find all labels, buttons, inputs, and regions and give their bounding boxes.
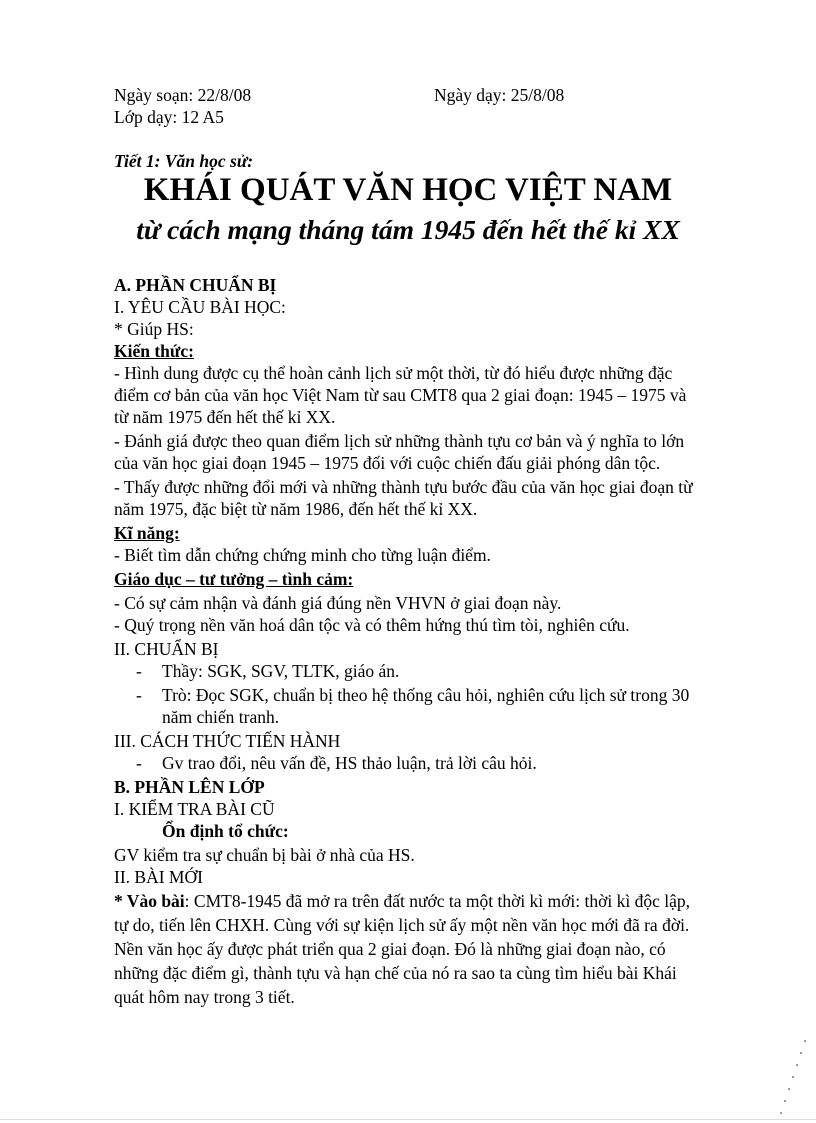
part-a-heading: A. PHẦN CHUẨN BỊ: [114, 275, 277, 295]
vao-bai-line: tự do, tiến lên CHXH. Cùng với sự kiện lịch sử ấy một nền văn học mới đã ra đời.: [114, 915, 690, 935]
chuan-bi-item: Thầy: SGK, SGV, TLTK, giáo án.: [162, 661, 400, 681]
on-dinh-heading: Ổn định tổ chức:: [162, 821, 289, 841]
ki-nang-line: - Biết tìm dẫn chứng chứng minh cho từng luận điểm.: [114, 545, 491, 565]
vao-bai-line: những đặc điểm gì, thành tựu và hạn chế của nó ra sao ta cùng tìm hiểu bài Khái: [114, 963, 677, 983]
kien-thuc-line: - Đánh giá được theo quan điểm lịch sử những thành tựu cơ bản và ý nghĩa to lớn: [114, 431, 685, 451]
list-bullet: -: [136, 661, 142, 681]
part-b-heading: B. PHẦN LÊN LỚP: [114, 777, 265, 797]
kien-thuc-line: - Hình dung được cụ thể hoàn cảnh lịch sử một thời, từ đó hiểu được những đặc: [114, 363, 673, 383]
chuan-bi-item: năm chiến tranh.: [162, 707, 280, 727]
kien-thuc-line: năm 1975, đặc biệt từ năm 1986, đến hết thế kỉ XX.: [114, 499, 478, 519]
giup-hs: * Giúp HS:: [114, 319, 194, 339]
ngay-soan: Ngày soạn: 22/8/08: [114, 85, 252, 105]
giao-duc-heading: Giáo dục – tư tưởng – tình cảm:: [114, 569, 354, 589]
vao-bai-line: quát hôm nay trong 3 tiết.: [114, 987, 295, 1007]
gv-kiem-tra: GV kiểm tra sự chuẩn bị bài ở nhà của HS.: [114, 845, 415, 865]
tiet-label: Tiết 1: Văn học sử:: [114, 151, 254, 171]
vao-bai-label: * Vào bài: [114, 891, 185, 911]
vao-bai-line: Nền văn học ấy được phát triển qua 2 giai đoạn. Đó là những giai đoạn nào, có: [114, 939, 666, 959]
ngay-day: Ngày dạy: 25/8/08: [434, 85, 565, 105]
vao-bai-text: : CMT8-1945 đã mở ra trên đất nước ta một thời kì mới: thời kì độc lập,: [184, 891, 691, 911]
ki-nang-heading: Kĩ năng:: [114, 523, 180, 543]
bai-moi-heading: II. BÀI MỚI: [114, 867, 203, 887]
lop-day: Lớp dạy: 12 A5: [114, 107, 224, 127]
yeu-cau-heading: I. YÊU CẦU BÀI HỌC:: [114, 297, 286, 317]
page-subtitle: từ cách mạng tháng tám 1945 đến hết thế kỉ XX: [136, 214, 680, 245]
list-bullet: -: [136, 685, 142, 705]
giao-duc-line: - Có sự cảm nhận và đánh giá đúng nền VHVN ở giai đoạn này.: [114, 593, 562, 613]
kien-thuc-line: của văn học giai đoạn 1945 – 1975 đối với cuộc chiến đấu giải phóng dân tộc.: [114, 453, 661, 473]
kien-thuc-line: - Thấy được những đổi mới và những thành tựu bước đầu của văn học giai đoạn từ: [114, 477, 693, 497]
kien-thuc-line: từ năm 1975 đến hết thế kỉ XX.: [114, 407, 336, 427]
page-title: KHÁI QUÁT VĂN HỌC VIỆT NAM: [143, 172, 673, 208]
giao-duc-line: - Quý trọng nền văn hoá dân tộc và có thêm hứng thú tìm tòi, nghiên cứu.: [114, 615, 630, 635]
kien-thuc-line: điểm cơ bản của văn học Việt Nam từ sau CMT8 qua 2 giai đoạn: 1945 – 1975 và: [114, 385, 687, 405]
list-bullet: -: [136, 753, 142, 773]
chuan-bi-heading: II. CHUẨN BỊ: [114, 639, 219, 659]
chuan-bi-item: Trò: Đọc SGK, chuẩn bị theo hệ thống câu hỏi, nghiên cứu lịch sử trong 30: [162, 685, 690, 705]
cach-thuc-item: Gv trao đổi, nêu vấn đề, HS thảo luận, trả lời câu hỏi.: [162, 753, 537, 773]
cach-thuc-heading: III. CÁCH THỨC TIẾN HÀNH: [114, 731, 341, 751]
kien-thuc-heading: Kiến thức:: [114, 341, 195, 361]
kiem-tra-heading: I. KIỂM TRA BÀI CŨ: [114, 799, 275, 819]
